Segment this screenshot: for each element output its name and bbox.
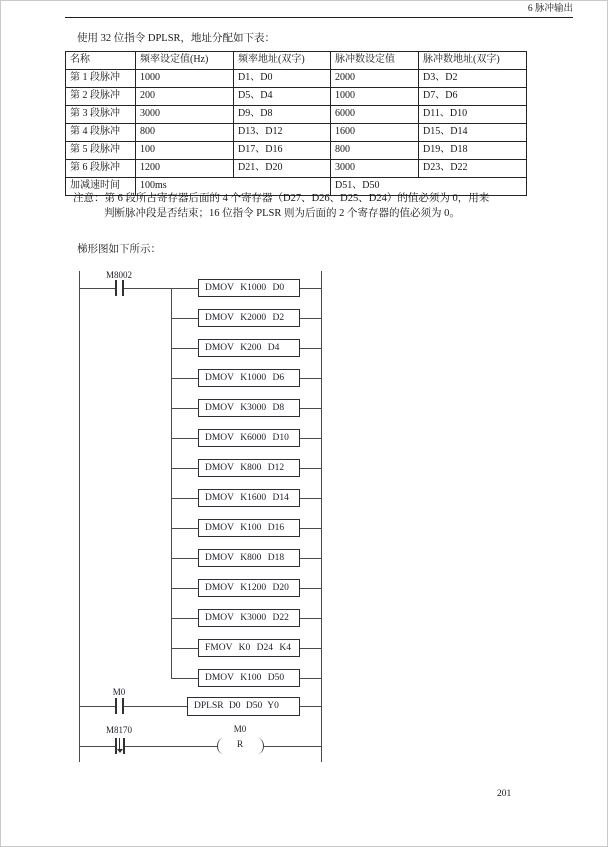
wire [79, 746, 115, 747]
cell: D1、D0 [234, 70, 331, 88]
instruction-box: DMOV K100 D16 [198, 519, 300, 537]
wire [125, 746, 217, 747]
wire [300, 678, 321, 679]
ladder-instruction-row [79, 369, 323, 387]
cell: D5、D4 [234, 88, 331, 106]
col-header: 频率设定值(Hz) [136, 52, 234, 70]
ladder-instruction-row [79, 399, 323, 417]
cell: D13、D12 [234, 124, 331, 142]
wire [171, 558, 198, 559]
wire [171, 528, 198, 529]
wire [300, 318, 321, 319]
cell: D9、D8 [234, 106, 331, 124]
wire [171, 348, 198, 349]
instruction-box: DMOV K3000 D22 [198, 609, 300, 627]
cell: D11、D10 [419, 106, 527, 124]
cell: 1000 [136, 70, 234, 88]
cell: 加减速时间 [66, 178, 136, 196]
wire [171, 468, 198, 469]
table-row [66, 106, 527, 124]
ladder-instruction-row [79, 669, 323, 687]
wire [300, 706, 321, 707]
cell: D51、D50 [331, 178, 527, 196]
table-row [66, 142, 527, 160]
cell: 3000 [136, 106, 234, 124]
instruction-box: DMOV K3000 D8 [198, 399, 300, 417]
contact-m0-icon [115, 698, 117, 714]
reset-coil [217, 738, 224, 754]
instruction-box: DMOV K800 D12 [198, 459, 300, 477]
cell: 1000 [331, 88, 419, 106]
ladder-caption: 梯形图如下所示： [77, 244, 161, 255]
table-row [66, 160, 527, 178]
ladder-instruction-row [79, 489, 323, 507]
wire [171, 438, 198, 439]
wire [171, 678, 198, 679]
cell: 200 [136, 88, 234, 106]
cell: 第 1 段脉冲 [66, 70, 136, 88]
ladder-diagram [79, 271, 323, 763]
ladder-instruction-row [79, 459, 323, 477]
ladder-instruction-row [79, 519, 323, 537]
ladder-instruction-row [79, 339, 323, 357]
col-header: 脉冲数设定值 [331, 52, 419, 70]
cell: 第 3 段脉冲 [66, 106, 136, 124]
wire [300, 498, 321, 499]
instruction-box: DMOV K2000 D2 [198, 309, 300, 327]
wire [300, 558, 321, 559]
instruction-box: DMOV K1200 D20 [198, 579, 300, 597]
table-row [66, 124, 527, 142]
cell: D19、D18 [419, 142, 527, 160]
ladder-instruction-row [79, 639, 323, 657]
cell: 100 [136, 142, 234, 160]
ladder-instruction-row [79, 579, 323, 597]
ladder-instruction-row [79, 609, 323, 627]
cell: D15、D14 [419, 124, 527, 142]
cell: 第 5 段脉冲 [66, 142, 136, 160]
wire [263, 746, 321, 747]
cell: D17、D16 [234, 142, 331, 160]
cell: 第 6 段脉冲 [66, 160, 136, 178]
instruction-box: DMOV K200 D4 [198, 339, 300, 357]
instruction-box: DMOV K800 D18 [198, 549, 300, 567]
wire [300, 378, 321, 379]
wire [300, 438, 321, 439]
ladder-instruction-row [79, 279, 323, 297]
wire [171, 498, 198, 499]
cell: 800 [136, 124, 234, 142]
wire [300, 618, 321, 619]
col-header: 频率地址(双字) [234, 52, 331, 70]
wire [79, 706, 115, 707]
wire [124, 706, 187, 707]
address-allocation-table [65, 51, 527, 196]
ladder-instruction-row [79, 429, 323, 447]
cell: 6000 [331, 106, 419, 124]
wire [171, 318, 198, 319]
table-row [66, 70, 527, 88]
table-row [66, 88, 527, 106]
header-rule [65, 17, 573, 18]
wire [300, 588, 321, 589]
page-header-title: 6 脉冲输出 [527, 4, 573, 14]
wire [171, 588, 198, 589]
contact-label-m8002: M8002 [105, 270, 132, 280]
wire [300, 408, 321, 409]
wire [300, 468, 321, 469]
wire [171, 648, 198, 649]
cell: 第 4 段脉冲 [66, 124, 136, 142]
wire [300, 648, 321, 649]
cell: 第 2 段脉冲 [66, 88, 136, 106]
cell: D21、D20 [234, 160, 331, 178]
note-line-2: 判断脉冲段是否结束；16 位指令 PLSR 则为后面的 2 个寄存器的值必须为 0。 [104, 207, 460, 219]
cell: 800 [331, 142, 419, 160]
intro-text: 使用 32 位指令 DPLSR，地址分配如下表： [77, 33, 276, 44]
cell: D7、D6 [419, 88, 527, 106]
instruction-box: DMOV K1600 D14 [198, 489, 300, 507]
cell: 1600 [331, 124, 419, 142]
cell: D23、D22 [419, 160, 527, 178]
contact-label-m8170: M8170 [105, 725, 132, 735]
table-header-row [66, 52, 527, 70]
cell: D3、D2 [419, 70, 527, 88]
instruction-box: DMOV K1000 D0 [198, 279, 300, 297]
cell: 2000 [331, 70, 419, 88]
wire [300, 348, 321, 349]
cell: 100ms [136, 178, 331, 196]
wire [300, 528, 321, 529]
cell: 3000 [331, 160, 419, 178]
page-number: 201 [497, 789, 512, 799]
cell: 1200 [136, 160, 234, 178]
wire [171, 618, 198, 619]
wire [171, 408, 198, 409]
wire [171, 378, 198, 379]
falling-edge-arrow-icon [117, 749, 123, 753]
instruction-box: FMOV K0 D24 K4 [198, 639, 300, 657]
dplsr-instruction-box: DPLSR D0 D50 Y0 [187, 697, 300, 716]
note-line-1: 注意：第 6 段所占寄存器后面的 4 个寄存器（D27、D26、D25、D24）的值必须为 0，用来 [73, 193, 490, 204]
instruction-box: DMOV K1000 D6 [198, 369, 300, 387]
coil-operand-label: M0 [233, 724, 247, 734]
ladder-instruction-row [79, 549, 323, 567]
ladder-instruction-row [79, 309, 323, 327]
note-text [73, 192, 489, 221]
instruction-box: DMOV K6000 D10 [198, 429, 300, 447]
col-header: 名称 [66, 52, 136, 70]
wire [300, 288, 321, 289]
col-header: 脉冲数地址(双字) [419, 52, 527, 70]
wire [171, 288, 198, 289]
contact-label-m0: M0 [112, 687, 126, 697]
instruction-box: DMOV K100 D50 [198, 669, 300, 687]
reset-coil-symbol: R [236, 740, 244, 750]
